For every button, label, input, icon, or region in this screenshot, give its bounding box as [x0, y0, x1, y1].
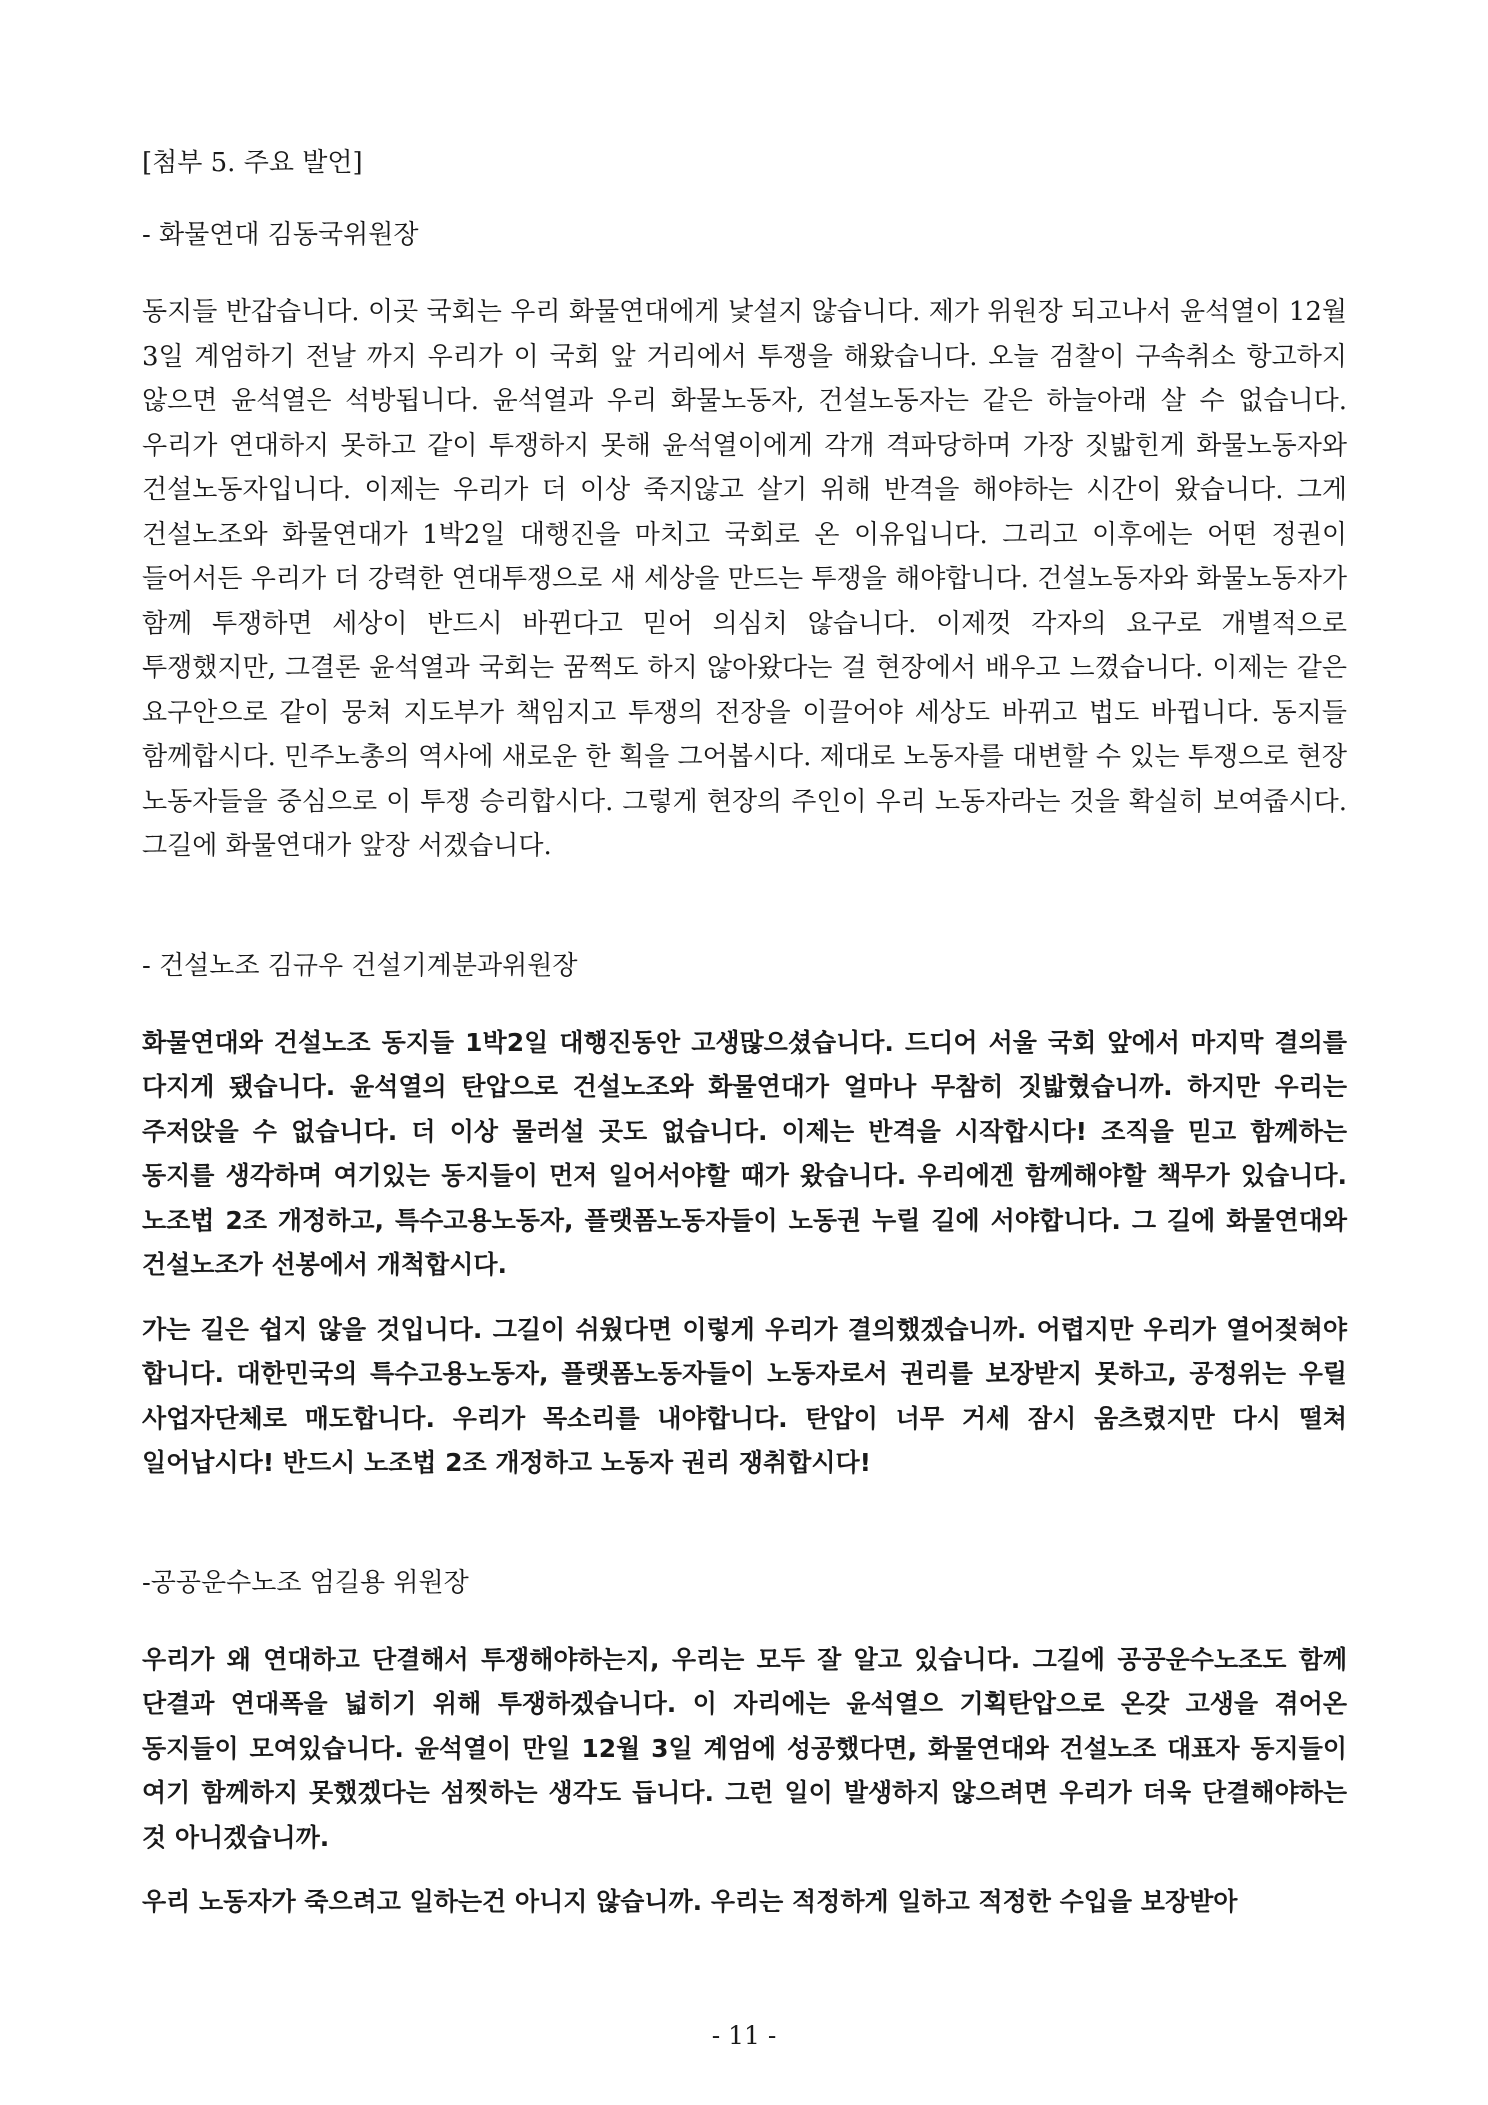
- section-spacer: [142, 1486, 1347, 1566]
- speech-paragraph: 동지들 반갑습니다. 이곳 국회는 우리 화물연대에게 낯설지 않습니다. 제가 위원장 되고나서 윤석열이 12월 3일 계엄하기 전날 까지 우리가 이 국회 앞 거리에서 투쟁을 해왔습니다. 오늘 검찰이 구속취소 항고하지 않으면 윤석열은 석방됩니다. 윤석열과 우리 화물노동자, 건설노동자는 같은 하늘아래 살 수 없습니다. 우리가 연대하지 못하고 같이 투쟁하지 못해 윤석열이에게 각개 격파당하며 가장 짓밟힌게 화물노동자와 건설노동자입니다. 이제는 우리가 더 이상 죽지않고 살기 위해 반격을 해야하는 시간이 왔습니다. 그게 건설노조와 화물연대가 1박2일 대행진을 마치고 국회로 온 이유입니다. 그리고 이후에는 어떤 정권이 들어서든 우리가 더 강력한 연대투쟁으로 새 세상을 만드는 투쟁을 해야합니다. 건설노동자와 화물노동자가 함께 투쟁하면 세상이 반드시 바뀐다고 믿어 의심치 않습니다. 이제껏 각자의 요구로 개별적으로 투쟁했지만, 그결론 윤석열과 국회는 꿈쩍도 하지 않아왔다는 걸 현장에서 배우고 느꼈습니다. 이제는 같은 요구안으로 같이 뭉쳐 지도부가 책임지고 투쟁의 전장을 이끌어야 세상도 바뀌고 법도 바뀝니다. 동지들 함께합시다. 민주노총의 역사에 새로운 한 획을 그어봅시다. 제대로 노동자를 대변할 수 있는 투쟁으로 현장 노동자들을 중심으로 이 투쟁 승리합시다. 그렇게 현장의 주인이 우리 노동자라는 것을 확실히 보여줍시다. 그길에 화물연대가 앞장 서겠습니다.: [142, 297, 1347, 861]
- paragraph-spacer: [142, 1860, 1347, 1880]
- speaker-heading: -공공운수노조 엄길용 위원장: [142, 1567, 469, 1598]
- speech-paragraph: 우리가 왜 연대하고 단결해서 투쟁해야하는지, 우리는 모두 잘 알고 있습니다. 그길에 공공운수노조도 함께 단결과 연대폭을 넓히기 위해 투쟁하겠습니다. 이 자리에는 윤석열으 기획탄압으로 온갖 고생을 겪어온 동지들이 모여있습니다. 윤석열이 만일 12월 3일 계엄에 성공했다면, 화물연대와 건설노조 대표자 동지들이 여기 함께하지 못했겠다는 섬찟하는 생각도 듭니다. 그런 일이 발생하지 않으려면 우리가 더욱 단결해야하는 것 아니겠습니까.: [142, 1644, 1347, 1852]
- page-number: - 11 -: [711, 2021, 777, 2050]
- speech-paragraph: 우리 노동자가 죽으려고 일하는건 아니지 않습니까. 우리는 적정하게 일하고 적정한 수입을 보장받아: [142, 1887, 1238, 1916]
- speaker-heading: - 화물연대 김동국위원장: [142, 220, 419, 250]
- attachment-title: [첨부 5. 주요 발언]: [142, 148, 363, 178]
- paragraph-spacer: [142, 1288, 1347, 1308]
- speech-paragraph: 화물연대와 건설노조 동지들 1박2일 대행진동안 고생많으셨습니다. 드디어 서울 국회 앞에서 마지막 결의를 다지게 됐습니다. 윤석열의 탄압으로 건설노조와 화물연대가 얼마나 무참히 짓밟혔습니까. 하지만 우리는 주저앉을 수 없습니다. 더 이상 물러설 곳도 없습니다. 이제는 반격을 시작합시다! 조직을 믿고 함께하는 동지를 생각하며 여기있는 동지들이 먼저 일어서야할 때가 왔습니다. 우리에겐 함께해야할 책무가 있습니다. 노조법 2조 개정하고, 특수고용노동자, 플랫폼노동자들이 노동권 누릴 길에 서야합니다. 그 길에 화물연대와 건설노조가 선봉에서 개척합시다.: [142, 1027, 1347, 1279]
- speaker-heading: - 건설노조 김규우 건설기계분과위원장: [142, 950, 578, 981]
- section-spacer: [142, 869, 1347, 949]
- document-body: [142, 146, 1347, 1925]
- speech-paragraph: 가는 길은 쉽지 않을 것입니다. 그길이 쉬웠다면 이렇게 우리가 결의했겠습니까. 어렵지만 우리가 열어젖혀야 합니다. 대한민국의 특수고용노동자, 플랫폼노동자들이 노동자로서 권리를 보장받지 못하고, 공정위는 우릴 사업자단체로 매도합니다. 우리가 목소리를 내야합니다. 탄압이 너무 거세 잠시 움츠렸지만 다시 떨쳐 일어납시다! 반드시 노조법 2조 개정하고 노동자 권리 쟁취합시다!: [142, 1314, 1347, 1477]
